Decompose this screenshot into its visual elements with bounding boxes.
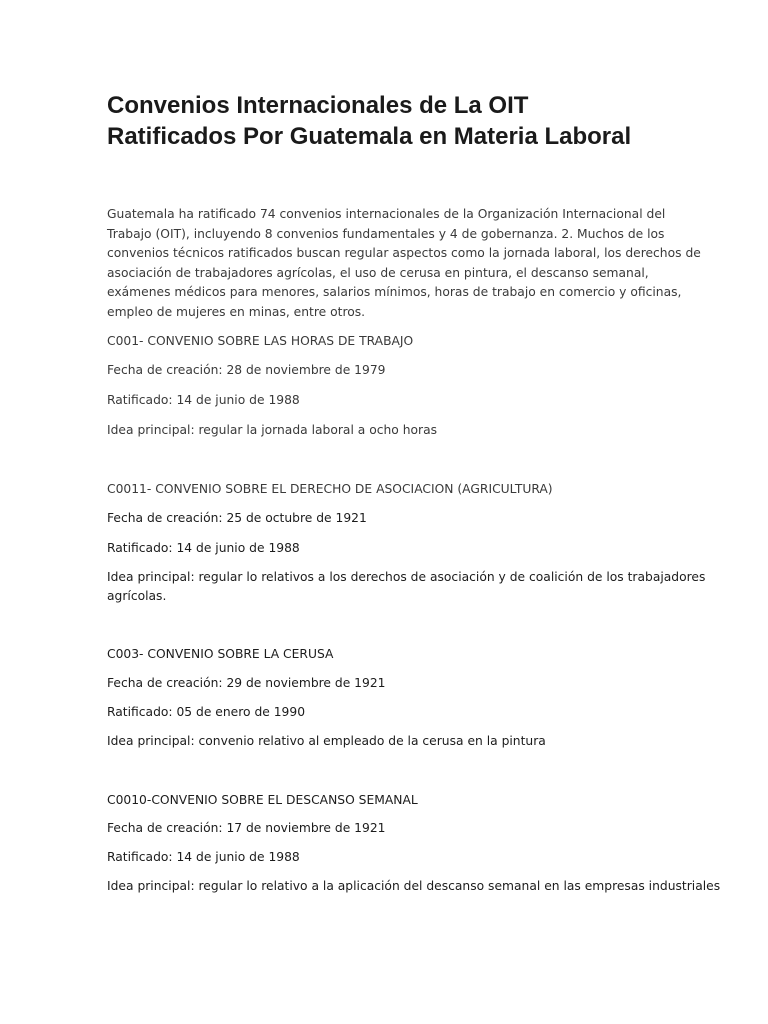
ratified-date: Ratificado: 14 de junio de 1988 — [107, 850, 300, 864]
ratified-date: Ratificado: 14 de junio de 1988 — [107, 393, 300, 407]
document-title — [107, 90, 707, 152]
intro-line: convenios técnicos ratificados buscan regular aspectos como la jornada laboral, los derechos de — [107, 246, 701, 260]
intro-line: exámenes médicos para menores, salarios mínimos, horas de trabajo en comercio y oficinas, — [107, 285, 682, 299]
title-line: Ratificados Por Guatemala en Materia Laboral — [107, 123, 632, 150]
ratified-date: Ratificado: 05 de enero de 1990 — [107, 705, 306, 719]
intro-paragraph — [107, 205, 701, 322]
main-idea-line: Idea principal: regular lo relativos a los derechos de asociación y de coalición de los trabajadores — [107, 570, 706, 584]
creation-date: Fecha de creación: 17 de noviembre de 1921 — [107, 821, 386, 835]
main-idea: Idea principal: regular lo relativo a la aplicación del descanso semanal en las empresas industriales — [107, 879, 721, 893]
section-heading: C001- CONVENIO SOBRE LAS HORAS DE TRABAJO — [107, 334, 414, 348]
intro-line: empleo de mujeres en minas, entre otros. — [107, 304, 366, 319]
creation-date: Fecha de creación: 29 de noviembre de 1921 — [107, 676, 386, 690]
intro-line: asociación de trabajadores agrícolas, el uso de cerusa en pintura, el descanso semanal, — [107, 265, 649, 280]
section-heading: C0010-CONVENIO SOBRE EL DESCANSO SEMANAL — [107, 793, 418, 807]
main-idea: Idea principal: regular la jornada laboral a ocho horas — [107, 423, 438, 437]
main-idea — [107, 568, 705, 606]
intro-line: Trabajo (OIT), incluyendo 8 convenios fundamentales y 4 de gobernanza. 2. Muchos de los — [107, 226, 665, 241]
creation-date: Fecha de creación: 25 de octubre de 1921 — [107, 511, 367, 525]
main-idea: Idea principal: convenio relativo al empleado de la cerusa en la pintura — [107, 734, 546, 748]
creation-date: Fecha de creación: 28 de noviembre de 1979 — [107, 363, 386, 377]
section-heading: C003- CONVENIO SOBRE LA CERUSA — [107, 647, 334, 661]
section-heading: C0011- CONVENIO SOBRE EL DERECHO DE ASOCIACION (AGRICULTURA) — [107, 482, 553, 496]
title-line: Convenios Internacionales de La OIT — [107, 92, 529, 119]
intro-line: Guatemala ha ratificado 74 convenios internacionales de la Organización Internacional del — [107, 207, 666, 221]
main-idea-line: agrícolas. — [107, 589, 167, 603]
ratified-date: Ratificado: 14 de junio de 1988 — [107, 541, 300, 555]
